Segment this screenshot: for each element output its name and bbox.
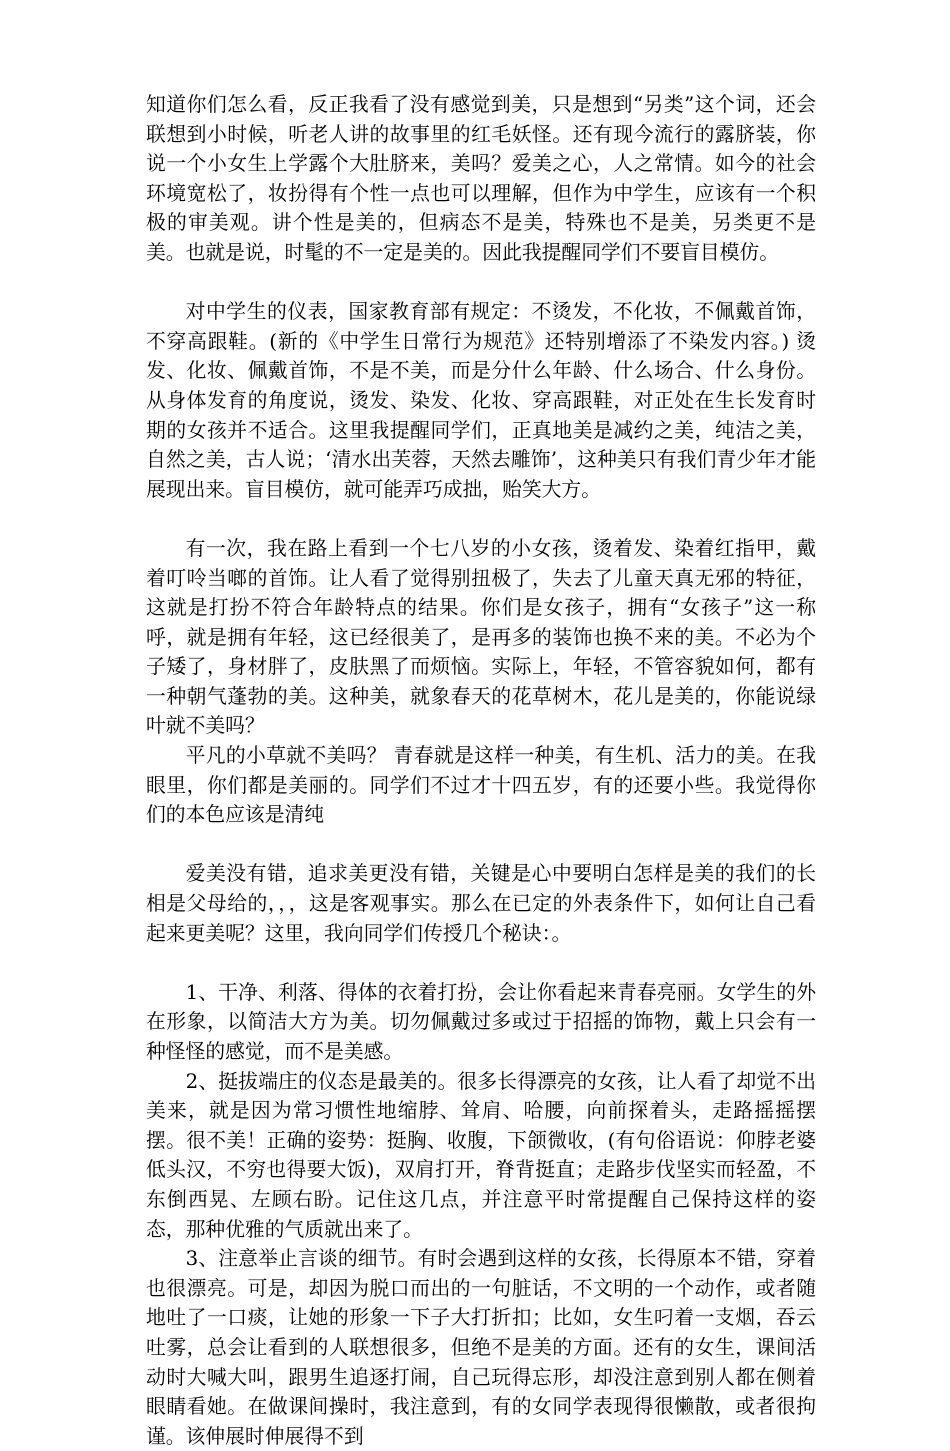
paragraph-8: 3、注意举止言谈的细节。有时会遇到这样的女孩，长得原本不错，穿着也很漂亮。可是，却因为脱口而出的一句脏话，不文明的一个动作，或者随地吐了一口痰，让她的形象一下子大打折扣；比如，女生叼着一支烟，吞云吐雾，总会让看到的人联想很多，但绝不是美的方面。还有的女生，课间活动时大喊大叫，跟男生追逐打闹，自己玩得忘形，却没注意到别人都在侧着眼睛看她。在做课间操时，我注意到，有的女同学表现得很懒散，或者很拘谨。该伸展时伸展得不到 — [146, 1247, 816, 1448]
paragraph-1: 知道你们怎么看，反正我看了没有感觉到美，只是想到“另类”这个词，还会联想到小时候，听老人讲的故事里的红毛妖怪。还有现今流行的露脐装，你说一个小女生上学露个大肚脐来，美吗？爱美之心，人之常情。如今的社会环境宽松了，妆扮得有个性一点也可以理解，但作为中学生，应该有一个积极的审美观。讲个性是美的，但病态不是美，特殊也不是美，另类更不是美。也就是说，时髦的不一定是美的。因此我提醒同学们不要盲目模仿。 — [146, 93, 816, 264]
paragraph-3: 有一次，我在路上看到一个七八岁的小女孩，烫着发、染着红指甲，戴着叮呤当啷的首饰。让人看了觉得别扭极了，失去了儿童天真无邪的特征，这就是打扮不符合年龄特点的结果。你们是女孩子，拥有“女孩子”这一称呼，就是拥有年轻，这已经很美了，是再多的装饰也换不来的美。不必为个子矮了，身材胖了，皮肤黑了而烦恼。实际上，年轻，不管容貌如何，都有一种朝气蓬勃的美。这种美，就象春天的花草树木，花儿是美的，你能说绿叶就不美吗？ — [146, 536, 816, 738]
paragraph-7: 2、挺拔端庄的仪态是最美的。很多长得漂亮的女孩，让人看了却觉不出美来，就是因为常习惯性地缩脖、耸肩、哈腰，向前探着头，走路摇摇摆摆。很不美！正确的姿势：挺胸、收腹，下颌微收，(有句俗语说：仰脖老婆低头汉，不穷也得要大饭)，双肩打开，脊背挺直；走路步伐坚实而轻盈，不东倒西晃、左顾右盼。记住这几点，并注意平时常提醒自己保持这样的姿态，那种优雅的气质就出来了。 — [146, 1069, 816, 1241]
document-page — [146, 90, 816, 1451]
paragraph-6: 1、干净、利落、得体的衣着打扮，会让你看起来青春亮丽。女学生的外在形象，以简洁大方为美。切勿佩戴过多或过于招摇的饰物，戴上只会有一种怪怪的感觉，而不是美感。 — [146, 980, 816, 1063]
paragraph-2: 对中学生的仪表，国家教育部有规定：不烫发，不化妆，不佩戴首饰，不穿高跟鞋。(新的《中学生日常行为规范》还特别增添了不染发内容。) 烫发、化妆、佩戴首饰，不是不美，而是分什么年龄、什么场合、什么身份。从身体发育的角度说，烫发、染发、化妆、穿高跟鞋，对正处在生长发育时期的女孩并不适合。这里我提醒同学们，正真地美是减约之美，纯洁之美，自然之美，古人说；‘清水出芙蓉，天然去雕饰’，这种美只有我们青少年才能展现出来。盲目模仿，就可能弄巧成拙，贻笑大方。 — [146, 300, 816, 501]
paragraph-5: 爱美没有错，追求美更没有错，关键是心中要明白怎样是美的我们的长相是父母给的，，，这是客观事实。那么在已定的外表条件下，如何让自己看起来更美呢？这里，我向同学们传授几个秘诀：。 — [146, 862, 816, 945]
paragraph-4: 平凡的小草就不美吗？ 青春就是这样一种美，有生机、活力的美。在我眼里，你们都是美丽的。同学们不过才十四五岁，有的还要小些。我觉得你们的本色应该是清纯 — [146, 744, 816, 827]
